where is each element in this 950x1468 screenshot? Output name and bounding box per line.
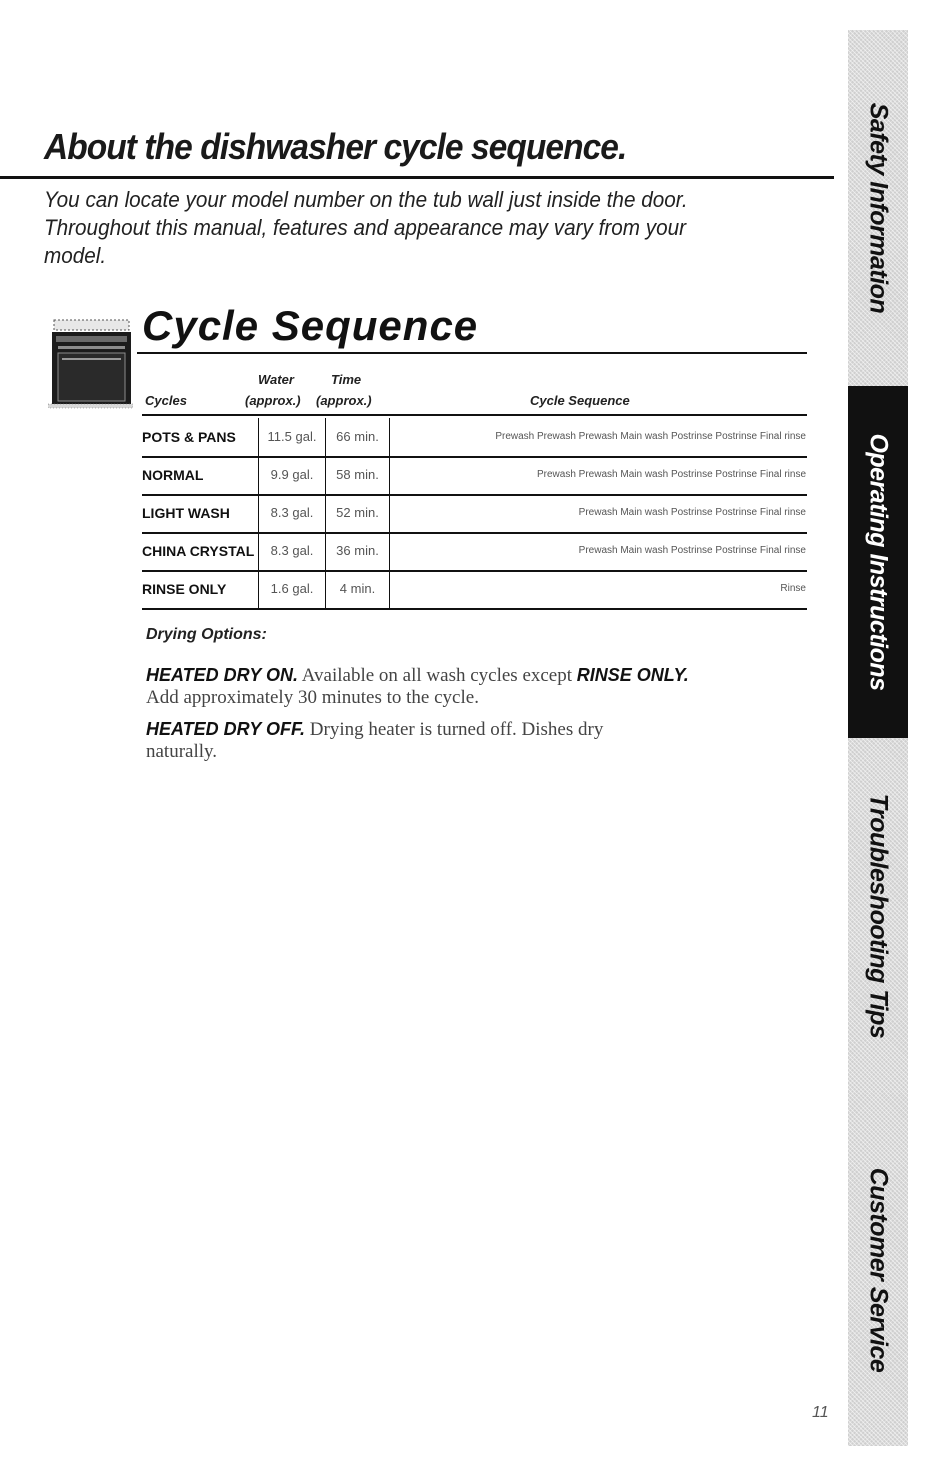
table-row <box>142 570 807 610</box>
table-row <box>142 418 807 458</box>
heated-dry-off-label: HEATED DRY OFF. <box>146 719 306 739</box>
heated-dry-on-label: HEATED DRY ON. <box>146 665 299 685</box>
heated-dry-on-text <box>146 664 766 709</box>
page-heading: About the dishwasher cycle sequence. <box>44 126 627 167</box>
heated-dry-off-desc: Drying heater is turned off. Dishes dry naturally. <box>146 719 604 762</box>
heated-dry-off-text <box>146 718 676 763</box>
table-row <box>142 456 807 496</box>
tab-label: Customer Service <box>864 1167 893 1373</box>
section-rule <box>137 352 807 354</box>
page-number: 11 <box>812 1404 829 1421</box>
intro-line: You can locate your model number on the tub wall just inside the door. <box>44 187 688 212</box>
cycle-sequence: Prewash Main wash Postrinse Postrinse Final rinse <box>389 494 807 532</box>
table-row <box>142 532 807 572</box>
section-title: Cycle Sequence <box>142 302 479 349</box>
header-water-approx: (approx.) <box>245 393 301 408</box>
header-cycles: Cycles <box>145 393 187 408</box>
table-top-rule <box>142 414 807 416</box>
cycle-water: 8.3 gal. <box>258 494 325 532</box>
tab-label: Operating Instructions <box>864 433 893 691</box>
cycle-name: POTS & PANS <box>142 429 236 445</box>
header-time-approx: (approx.) <box>316 393 372 408</box>
header-water: Water <box>258 372 294 387</box>
dishwasher-icon <box>48 316 133 411</box>
section-tabs <box>848 30 908 1446</box>
drying-options-title: Drying Options: <box>146 626 267 643</box>
cycle-water: 1.6 gal. <box>258 570 325 608</box>
cycle-water: 9.9 gal. <box>258 456 325 494</box>
cycle-water: 8.3 gal. <box>258 532 325 570</box>
heated-dry-on-desc: Available on all wash cycles except <box>298 665 577 686</box>
table-row <box>142 494 807 534</box>
heated-dry-on-desc-2: Add approximately 30 minutes to the cycle. <box>146 687 479 708</box>
header-cycle-sequence: Cycle Sequence <box>530 393 630 408</box>
cycle-name: CHINA CRYSTAL <box>142 543 255 559</box>
cycle-name: NORMAL <box>142 467 204 483</box>
cycle-time: 58 min. <box>325 456 389 494</box>
header-time: Time <box>331 372 362 387</box>
heading-rule <box>0 176 834 179</box>
rinse-only-emphasis: RINSE ONLY. <box>576 665 689 685</box>
tab-safety-information[interactable] <box>848 30 908 386</box>
cycle-time: 52 min. <box>325 494 389 532</box>
cycle-name: RINSE ONLY <box>142 581 227 597</box>
cycle-sequence: Prewash Prewash Main wash Postrinse Postrinse Final rinse <box>389 456 807 494</box>
cycle-name: LIGHT WASH <box>142 505 230 521</box>
tab-operating-instructions[interactable] <box>848 386 908 738</box>
intro-text <box>44 186 743 270</box>
tab-customer-service[interactable] <box>848 1094 908 1446</box>
intro-line: Throughout this manual, features and appearance may vary from your <box>44 215 687 240</box>
cycle-time: 4 min. <box>325 570 389 608</box>
tab-troubleshooting-tips[interactable] <box>848 738 908 1094</box>
tab-label: Safety Information <box>864 102 893 314</box>
cycle-sequence: Prewash Main wash Postrinse Postrinse Final rinse <box>389 532 807 570</box>
cycle-sequence: Rinse <box>389 570 807 608</box>
intro-line: model. <box>44 243 107 268</box>
cycle-sequence: Prewash Prewash Prewash Main wash Postrinse Postrinse Final rinse <box>389 418 807 456</box>
tab-label: Troubleshooting Tips <box>864 793 893 1039</box>
cycle-water: 11.5 gal. <box>258 418 325 456</box>
cycle-time: 36 min. <box>325 532 389 570</box>
cycle-time: 66 min. <box>325 418 389 456</box>
